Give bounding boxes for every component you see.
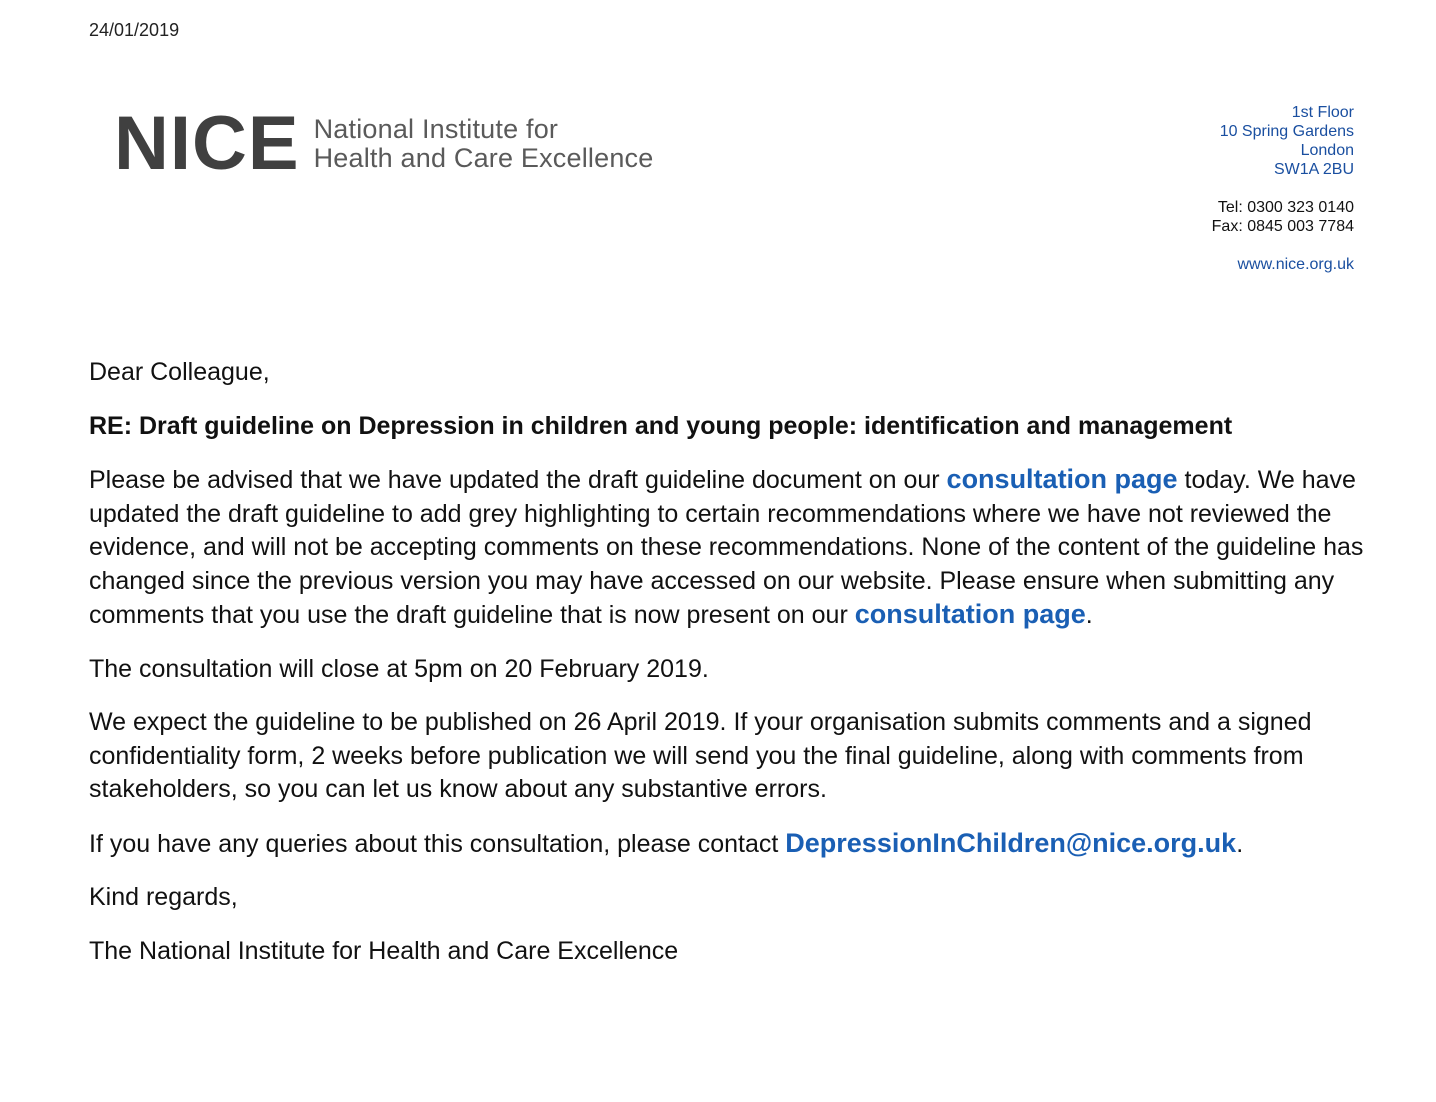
telephone: Tel: 0300 323 0140 xyxy=(1217,199,1354,216)
consultation-page-link-2[interactable]: consultation page xyxy=(854,599,1086,629)
subject-line: RE: Draft guideline on Depression in children and young people: identification and management xyxy=(89,411,1233,440)
closing: Kind regards, xyxy=(89,883,238,911)
paragraph-update-text-c: . xyxy=(1085,601,1093,629)
address-block xyxy=(1212,103,1354,274)
paragraph-update-text-b: today. We have updated the draft guideline to add grey highlighting to certain recommendations where we have not reviewed the evidence, and will not be accepting comments on these recommendations. None of the content of the guideline has changed since the previous version you may have accessed on our website. Please ensure when submitting any comments that you use the draft guideline that is now present on our xyxy=(89,466,1364,629)
paragraph-queries-text: If you have any queries about this consultation, please contact xyxy=(89,829,786,858)
paragraph-publication: We expect the guideline to be published on 26 April 2019. If your organisation submits comments and a signed confidentiality form, 2 weeks before publication we will send you the final guideline, along with comments from stakeholders, so you can let us know about any substantive errors. xyxy=(89,708,1312,803)
letter-date: 24/01/2019 xyxy=(89,20,180,40)
letter-body xyxy=(89,356,1364,988)
signature: The National Institute for Health and Care Excellence xyxy=(89,936,679,965)
address-spacer-2 xyxy=(1212,236,1354,255)
contact-email-link[interactable]: DepressionInChildren@nice.org.uk xyxy=(785,827,1237,858)
paragraph-update xyxy=(89,463,1364,633)
address-spacer xyxy=(1212,179,1354,198)
paragraph-update-text-a: Please be advised that we have updated the draft guideline document on our xyxy=(89,466,947,494)
address-line-2: 10 Spring Gardens xyxy=(1219,123,1354,140)
salutation: Dear Colleague, xyxy=(89,358,270,386)
website-link[interactable]: www.nice.org.uk xyxy=(1237,256,1354,273)
address-line-1: 1st Floor xyxy=(1291,104,1354,121)
consultation-page-link[interactable]: consultation page xyxy=(946,464,1178,494)
address-line-4: SW1A 2BU xyxy=(1273,161,1354,178)
address-line-3: London xyxy=(1300,142,1354,159)
nice-logo xyxy=(114,101,654,186)
paragraph-queries-end: . xyxy=(1236,829,1244,858)
logo-line-2: Health and Care Excellence xyxy=(313,143,654,173)
paragraph-closing-date: The consultation will close at 5pm on 20 February 2019. xyxy=(89,654,709,683)
logo-line-1: National Institute for xyxy=(313,114,559,144)
paragraph-queries xyxy=(89,827,1364,862)
fax: Fax: 0845 003 7784 xyxy=(1211,218,1354,235)
logo-mark: NICE xyxy=(114,101,300,186)
logo-text xyxy=(314,115,654,173)
